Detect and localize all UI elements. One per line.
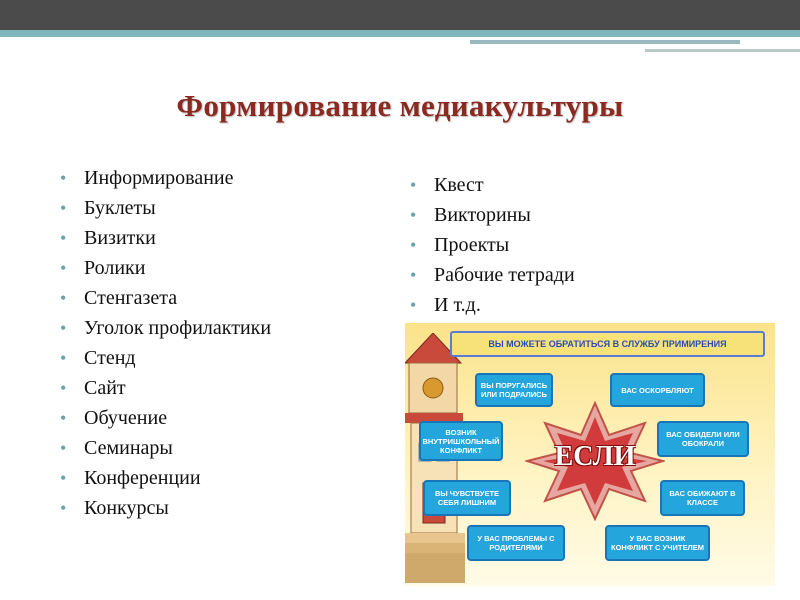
top-accent-line-short bbox=[470, 40, 740, 44]
list-item: • Сайт bbox=[60, 373, 271, 403]
list-item: • Рабочие тетради bbox=[410, 260, 575, 290]
list-item: • Викторины bbox=[410, 200, 575, 230]
list-item: • Стенд bbox=[60, 343, 271, 373]
situation-bubble: ВАС ОБИЖАЮТ В КЛАССЕ bbox=[660, 480, 745, 516]
situation-bubble: ВАС ОБИДЕЛИ ИЛИ ОБОКРАЛИ bbox=[657, 421, 749, 457]
list-item: • Уголок профилактики bbox=[60, 313, 271, 343]
top-bar bbox=[0, 0, 800, 30]
slide-title: Формирование медиакультуры bbox=[176, 88, 624, 123]
left-bullet-list bbox=[60, 163, 271, 523]
list-item: • Проекты bbox=[410, 230, 575, 260]
top-accent-line bbox=[0, 30, 800, 37]
situation-bubble: ВЫ ЧУВСТВУЕТЕ СЕБЯ ЛИШНИМ bbox=[423, 480, 511, 516]
situation-bubble: У ВАС ПРОБЛЕМЫ С РОДИТЕЛЯМИ bbox=[467, 525, 565, 561]
situation-bubble: У ВАС ВОЗНИК КОНФЛИКТ С УЧИТЕЛЕМ bbox=[605, 525, 710, 561]
situation-bubble: ВЫ ПОРУГАЛИСЬ ИЛИ ПОДРАЛИСЬ bbox=[475, 373, 553, 407]
list-item: • И т.д. bbox=[410, 290, 575, 320]
list-item: • Стенгазета bbox=[60, 283, 271, 313]
list-item: • Конференции bbox=[60, 463, 271, 493]
situation-bubble: ВОЗНИК ВНУТРИШКОЛЬНЫЙ КОНФЛИКТ bbox=[419, 421, 503, 461]
list-item: • Конкурсы bbox=[60, 493, 271, 523]
poster-banner-text: ВЫ МОЖЕТЕ ОБРАТИТЬСЯ В СЛУЖБУ ПРИМИРЕНИЯ bbox=[488, 339, 727, 349]
list-item: • Квест bbox=[410, 170, 575, 200]
list-item: • Информирование bbox=[60, 163, 271, 193]
mediation-poster bbox=[405, 323, 775, 586]
list-item: • Визитки bbox=[60, 223, 271, 253]
list-item: • Семинары bbox=[60, 433, 271, 463]
list-item: • Обучение bbox=[60, 403, 271, 433]
list-item: • Ролики bbox=[60, 253, 271, 283]
poster-banner bbox=[450, 331, 765, 357]
right-bullet-list bbox=[410, 170, 575, 320]
center-star-label: ЕСЛИ bbox=[554, 441, 636, 472]
list-item: • Буклеты bbox=[60, 193, 271, 223]
situation-bubble: ВАС ОСКОРБЛЯЮТ bbox=[610, 373, 705, 407]
top-accent-line-thin bbox=[645, 49, 800, 52]
